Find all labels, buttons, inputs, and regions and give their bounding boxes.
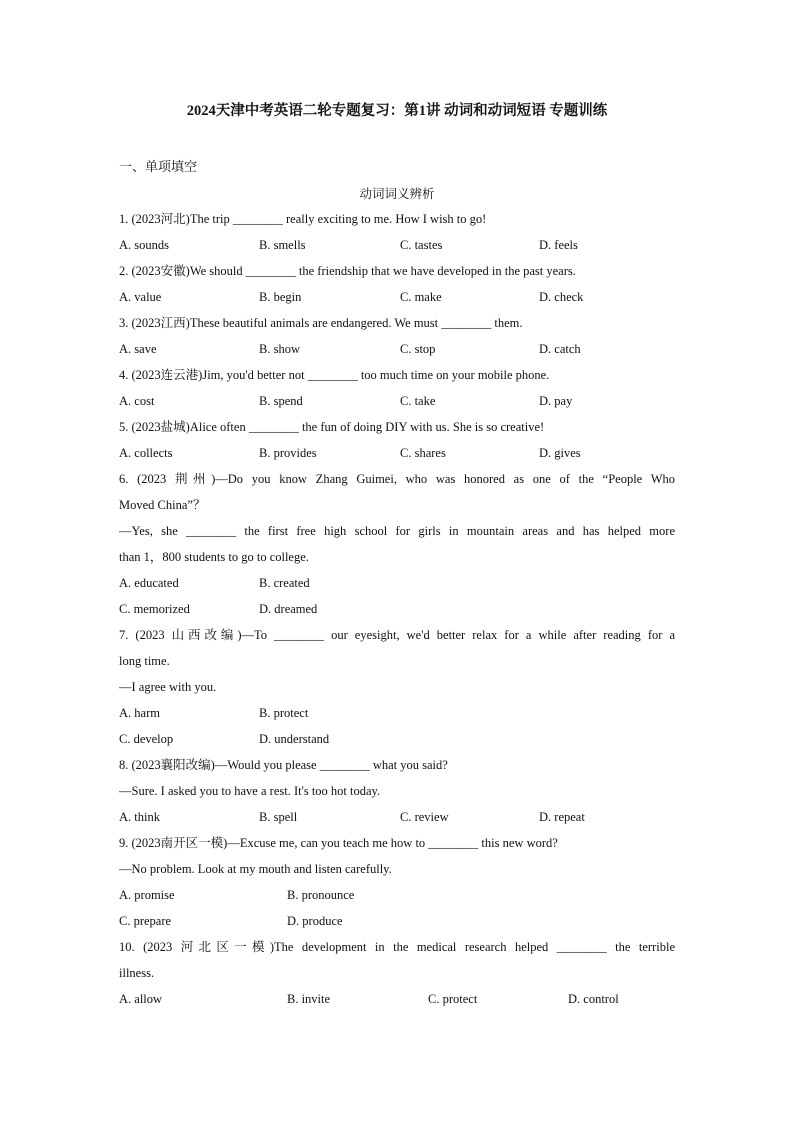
question-stem: 10. (2023 河北区一模)The development in the medical research helped ________ the terrible bbox=[119, 940, 675, 954]
question-2 bbox=[119, 258, 675, 310]
question-stem: 3. (2023江西)These beautiful animals are endangered. We must ________ them. bbox=[119, 316, 523, 330]
question-stem: 1. (2023河北)The trip ________ really exciting to me. How I wish to go! bbox=[119, 212, 487, 226]
option-b: B. spell bbox=[259, 810, 298, 824]
answer-line: —I agree with you. bbox=[119, 680, 217, 694]
question-stem: 5. (2023盐城)Alice often ________ the fun of doing DIY with us. She is so creative! bbox=[119, 420, 545, 434]
option-d: D. dreamed bbox=[259, 602, 318, 616]
question-stem-continued: illness. bbox=[119, 966, 155, 980]
document-title: 2024天津中考英语二轮专题复习：第1讲 动词和动词短语 专题训练 bbox=[186, 103, 608, 119]
option-d: D. understand bbox=[259, 732, 330, 746]
option-d: D. feels bbox=[539, 238, 578, 252]
option-b: B. created bbox=[259, 576, 310, 590]
options-row bbox=[119, 986, 675, 1012]
option-b: B. invite bbox=[287, 992, 331, 1006]
option-d: D. produce bbox=[287, 914, 343, 928]
option-a: A. cost bbox=[119, 394, 155, 408]
options-row bbox=[119, 440, 675, 466]
options-row bbox=[119, 284, 675, 310]
option-a: A. think bbox=[119, 810, 160, 824]
question-1 bbox=[119, 206, 675, 258]
question-stem: 7. (2023 山西改编)—To ________ our eyesight, we'd better relax for a while after reading for a bbox=[119, 628, 675, 642]
option-b: B. protect bbox=[259, 706, 309, 720]
option-d: D. catch bbox=[539, 342, 581, 356]
question-stem: 8. (2023襄阳改编)—Would you please ________ what you said? bbox=[119, 758, 448, 772]
options-row bbox=[119, 700, 675, 726]
section-heading: 一、单项填空 bbox=[119, 159, 198, 174]
option-b: B. spend bbox=[259, 394, 303, 408]
option-c: C. develop bbox=[119, 732, 174, 746]
option-a: A. save bbox=[119, 342, 157, 356]
option-c: C. take bbox=[400, 394, 436, 408]
question-stem: 4. (2023连云港)Jim, you'd better not ________ too much time on your mobile phone. bbox=[119, 368, 550, 382]
option-c: C. tastes bbox=[400, 238, 443, 252]
option-d: D. repeat bbox=[539, 810, 585, 824]
options-row bbox=[119, 882, 675, 908]
option-d: D. gives bbox=[539, 446, 581, 460]
question-8 bbox=[119, 752, 675, 830]
option-b: B. pronounce bbox=[287, 888, 355, 902]
options-row bbox=[119, 804, 675, 830]
option-d: D. control bbox=[568, 992, 619, 1006]
options-row bbox=[119, 596, 675, 622]
option-d: D. pay bbox=[539, 394, 573, 408]
option-a: A. collects bbox=[119, 446, 173, 460]
option-a: A. educated bbox=[119, 576, 179, 590]
options-row bbox=[119, 726, 675, 752]
option-b: B. provides bbox=[259, 446, 317, 460]
option-b: B. show bbox=[259, 342, 300, 356]
answer-line-continued: than 1，800 students to go to college. bbox=[119, 550, 309, 564]
options-row bbox=[119, 388, 675, 414]
options-row bbox=[119, 908, 675, 934]
subsection-heading: 动词词义辨析 bbox=[359, 187, 435, 201]
question-stem: 9. (2023南开区一模)—Excuse me, can you teach me how to ________ this new word? bbox=[119, 836, 558, 850]
options-row bbox=[119, 336, 675, 362]
question-stem: 2. (2023安徽)We should ________ the friendship that we have developed in the past years. bbox=[119, 264, 576, 278]
option-c: C. make bbox=[400, 290, 442, 304]
question-stem-continued: Moved China”？ bbox=[119, 498, 206, 512]
option-c: C. review bbox=[400, 810, 449, 824]
option-c: C. prepare bbox=[119, 914, 172, 928]
option-a: A. value bbox=[119, 290, 162, 304]
question-7 bbox=[119, 622, 675, 752]
question-stem: 6. (2023 荆州)—Do you know Zhang Guimei, who was honored as one of the “People Who bbox=[119, 472, 675, 486]
option-b: B. smells bbox=[259, 238, 306, 252]
question-9 bbox=[119, 830, 675, 934]
option-d: D. check bbox=[539, 290, 584, 304]
option-c: C. memorized bbox=[119, 602, 190, 616]
answer-line: —Sure. I asked you to have a rest. It's too hot today. bbox=[119, 784, 381, 798]
question-6 bbox=[119, 466, 675, 622]
option-c: C. shares bbox=[400, 446, 446, 460]
options-row bbox=[119, 232, 675, 258]
option-a: A. promise bbox=[119, 888, 175, 902]
question-5 bbox=[119, 414, 675, 466]
options-row bbox=[119, 570, 675, 596]
question-4 bbox=[119, 362, 675, 414]
option-b: B. begin bbox=[259, 290, 302, 304]
answer-line: —Yes, she ________ the first free high school for girls in mountain areas and has helped more bbox=[119, 524, 675, 538]
option-a: A. allow bbox=[119, 992, 163, 1006]
option-c: C. stop bbox=[400, 342, 436, 356]
answer-line: —No problem. Look at my mouth and listen carefully. bbox=[119, 862, 392, 876]
question-list bbox=[119, 206, 675, 1012]
question-3 bbox=[119, 310, 675, 362]
option-a: A. sounds bbox=[119, 238, 170, 252]
option-a: A. harm bbox=[119, 706, 160, 720]
question-stem-continued: long time. bbox=[119, 654, 170, 668]
question-10 bbox=[119, 934, 675, 1012]
option-c: C. protect bbox=[428, 992, 478, 1006]
